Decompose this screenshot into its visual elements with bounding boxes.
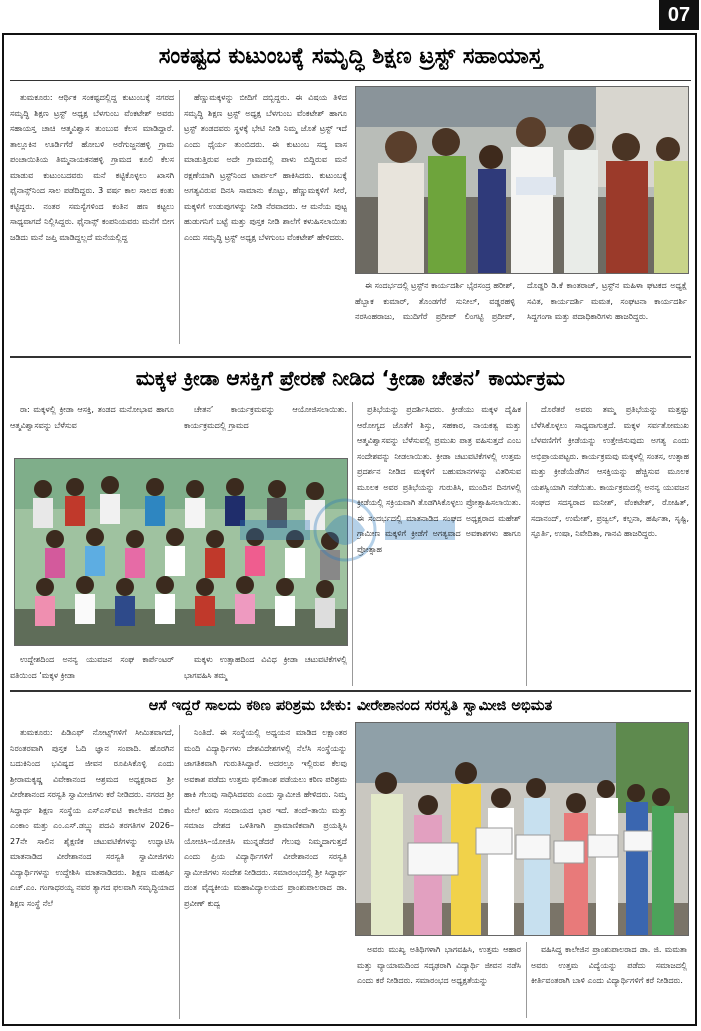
photo-image (356, 87, 688, 273)
body-text: ಚೇತನ’ ಕಾರ್ಯಕ್ರಮವನ್ನು ಆಯೋಜಿಸಲಾಯಿತು. ಕಾರ್ಯಕ್ರಮದಲ್ಲಿ ಗ್ರಾಮದ (184, 405, 347, 430)
story-2-below-photo-2 (184, 652, 347, 684)
photo-image (15, 459, 347, 645)
headline-story-3: ಆಸೆ ಇದ್ದರೆ ಸಾಲದು ಕಠಿಣ ಪರಿಶ್ರಮ ಬೇಕು: ವೀರೇಶಾನಂದ ಸರಸ್ವತಿ ಸ್ವಾಮೀಜಿ ಅಭಿಮತ (148, 698, 553, 714)
story-2-column-2 (184, 402, 347, 454)
body-text: ಹೆಣ್ಣುಮಕ್ಕಳನ್ನು ಬೀದಿಗೆ ದಬ್ಬಿದ್ದರು. ಈ ವಿಷಯ ತಿಳಿದ ಸಮೃದ್ಧಿ ಶಿಕ್ಷಣ ಟ್ರಸ್ಟ್ ಅಧ್ಯಕ್ಷ ಬೆಳಗುಂಬ ವೆಂಕಟೇಶ್ ಹಾಗೂ ಟ್ರಸ್ಟ್ ತಂಡದವರು ಸ್ಥಳಕ್ಕೆ ಭೇಟಿ ನೀಡಿ ನಿಮ್ಮ ಜೊತೆ ಟ್ರಸ್ಟ್ ಇದೆ ಎಂದು ಧೈರ್ಯ ತುಂಬಿದರು. ಈ ಕುಟುಂಬ ಸದ್ಯ ವಾಸ ಮಾಡುತ್ತಿರುವ ಅದೇ ಗ್ರಾಮದಲ್ಲಿ ಪಾಳು ಬಿದ್ದಿರುವ ಮನೆ ರಕ್ಷಣೆಯಾಗಿ ಟ್ರಸ್ಟ್‌ನಿಂದ ಟಾರ್ಪಲ್ ಹಾಕಿಸಿದರು. ಕುಟುಂಬಕ್ಕೆ ಅಗತ್ಯವಿರುವ ದಿನಸಿ ಸಾಮಾನು ಕೊಟ್ಟು, ಹೆಣ್ಣುಮಕ್ಕಳಿಗೆ ಸೀರೆ, ಮಕ್ಕಳಿಗೆ ಉಡುಪುಗಳನ್ನು ನೀಡಿ ನೆರವಾದರು. ಆ ಮನೆಯ ಪುಟ್ಟ ಹುಡುಗನಿಗೆ ಬಟ್ಟೆ ಮತ್ತು ಪುಸ್ತಕ ನೀಡಿ ಶಾಲೆಗೆ ಕಳುಹಿಸಲಾಯಿತು ಎಂದು ಸಮೃದ್ಧಿ ಟ್ರಸ್ಟ್ ಅಧ್ಯಕ್ಷ ಬೆಳಗುಂಬ ವೆಂಕಟೇಶ್ ಹೇಳಿದರು. (184, 93, 347, 242)
column-divider (352, 402, 353, 686)
column-divider (179, 90, 180, 344)
photo-caption: ಅವರು ಮುಖ್ಯ ಅತಿಥಿಗಳಾಗಿ ಭಾಗವಹಿಸಿ, ಉತ್ತಮ ಆಹಾರ ಮತ್ತು ವ್ಯಾಯಾಮದಿಂದ ಸದೃಢರಾಗಿ ವಿದ್ಯಾರ್ಥಿ ಜೀವನ ನಡೆಸಿ ಎಂದು ಕರೆ ನೀಡಿದರು. ಸಮಾರಂಭದ ಅಧ್ಯಕ್ಷತೆಯನ್ನು (357, 945, 521, 985)
column-divider (526, 402, 527, 686)
column-divider (179, 725, 180, 1019)
story-3-caption-b (531, 942, 687, 1020)
photo-children-group (14, 458, 348, 646)
story-3-column-2 (184, 725, 347, 1019)
story-2-column-3 (357, 402, 521, 686)
story-1-column-2 (184, 90, 347, 344)
story-3-caption-a (357, 942, 521, 1020)
photo-caption: ಈ ಸಂದರ್ಭದಲ್ಲಿ ಟ್ರಸ್ಟ್‌ನ ಕಾರ್ಯದರ್ಶಿ ಭೈರಸಂದ್ರ ಹರೀಶ್, ಹೆಬ್ಬಾಕ ಕುಮಾರ್, ತೊಂಡಗೆರೆ ಸುನೀಲ್, ವಡ್ಡರಹಳ್ಳಿ ನರಸಿಂಹರಾಜು, ಮುದಿಗೆರೆ ಪ್ರದೀಪ್ ಲಿಂಗಟ್ಟಿ ಪ್ರದೀಪ್, ದೊಡ್ಡರಿ ಡಿ.ಕೆ ಕಾಂತರಾಜ್, ಟ್ರಸ್ಟ್‌ನ ಮಹಿಳಾ ಘಟಕದ ಅಧ್ಯಕ್ಷೆ ಸವಿತ, ಕಾರ್ಯದರ್ಶಿ ಮಮತ, ಸಂಘಟನಾ ಕಾರ್ಯದರ್ಶಿ ಸಿದ್ದಗಂಗಾ ಮತ್ತು ಪದಾಧಿಕಾರಿಗಳು ಹಾಜರಿದ್ದರು. (355, 281, 687, 321)
column-divider (526, 942, 527, 1018)
headline-story-2: ಮಕ್ಕಳ ಕ್ರೀಡಾ ಆಸಕ್ತಿಗೆ ಪ್ರೇರಣೆ ನೀಡಿದ ‘ಕ್ರೀಡಾ ಚೇತನ’ ಕಾರ್ಯಕ್ರಮ (135, 366, 566, 390)
body-text: ತುಮಕೂರು: ಪಿಡಿಎಫ್ ನೋಟ್ಸ್‌ಗಳಿಗೆ ಸೀಮಿತವಾಗದೆ, ನಿರಂತರವಾಗಿ ಪುಸ್ತಕ ಓದಿ ಜ್ಞಾನ ಸಂಪಾದಿ. ಹೊರಗಿನ ಬದುಕಿನಿಂದ ಭವಿಷ್ಯದ ಜೀವನ ರೂಪಿಸಿಕೊಳ್ಳಿ ಎಂದು ಶ್ರೀರಾಮಕೃಷ್ಣ ವಿವೇಕಾನಂದ ಆಶ್ರಮದ ಅಧ್ಯಕ್ಷರಾದ ಶ್ರೀ ವೀರೇಶಾನಂದ ಸರಸ್ವತಿ ಸ್ವಾಮೀಜಿಗಳು ಕರೆ ನೀಡಿದರು. ನಗರದ ಶ್ರೀ ಸಿದ್ಧಾರ್ಥ ಶಿಕ್ಷಣ ಸಂಸ್ಥೆಯ ಎಸ್‌ಎಸ್‌ಐಟಿ ಕಾಲೇಜಿನ ಬಿಕಾಂ ಎಂಕಾಂ ಮತ್ತು ಎಂ.ಎಸ್.ಡಬ್ಲ್ಯು ಪದವಿ ತರಗತಿಗಳ 2026–27ನೇ ಸಾಲಿನ ಶೈಕ್ಷಣಿಕ ಚಟುವಟಿಕೆಗಳನ್ನು ಉದ್ಘಾಟಿಸಿ ಮಾತನಾಡಿದ ವೀರೇಶಾನಂದ ಸರಸ್ವತಿ ಸ್ವಾಮೀಜಿಗಳು ವಿದ್ಯಾರ್ಥಿಗಳನ್ನು ಉದ್ದೇಶಿಸಿ ಮಾತನಾಡಿದರು. ಶಿಕ್ಷಣ ಮಹರ್ಷಿ ಎಚ್.ಎಂ. ಗಂಗಾಧರಯ್ಯ ನವರ ತ್ಯಾಗದ ಫಲವಾಗಿ ಸಮೃದ್ಧಿಯಾದ ಶಿಕ್ಷಣ ಸಂಸ್ಥೆ ನೆಲೆ (10, 728, 174, 908)
headline-story-1: ಸಂಕಷ್ಟದ ಕುಟುಂಬಕ್ಕೆ ಸಮೃದ್ಧಿ ಶಿಕ್ಷಣ ಟ್ರಸ್ಟ್ ಸಹಾಯಾಸ್ತ (158, 44, 543, 69)
story-3-column-1 (10, 725, 174, 1019)
body-text: ಮಕ್ಕಳು ಉತ್ಸಾಹದಿಂದ ವಿವಿಧ ಕ್ರೀಡಾ ಚಟುವಟಿಕೆಗಳಲ್ಲಿ ಭಾಗವಹಿಸಿ ತಮ್ಮ (184, 655, 347, 680)
body-text: ನಿಂತಿದೆ. ಈ ಸಂಸ್ಥೆಯಲ್ಲಿ ಅಧ್ಯಯನ ಮಾಡಿದ ಲಕ್ಷಾಂತರ ಮಂದಿ ವಿದ್ಯಾರ್ಥಿಗಳು ದೇಶವಿದೇಶಗಳಲ್ಲಿ ನೆಲೆಸಿ ಸಂಸ್ಥೆಯನ್ನು ಜಾಗತಿಕವಾಗಿ ಗುರುತಿಸಿದ್ದಾರೆ. ಅದರಲ್ಲೂ ಇಲ್ಲಿರುವ ಕೆಲವು ಅವಕಾಶ ಪಡೆದು ಉತ್ತಮ ಫಲಿತಾಂಶ ಪಡೆಯಲು ಕಠಿಣ ಪರಿಶ್ರಮ ಹಾಕಿ ಗೆಲುವು ಸಾಧಿಸಿದವರು ಎಂದು ಸ್ವಾಮೀಜಿ ಹೇಳಿದರು. ನಿಮ್ಮ ಮೇಲೆ ಋಣ ಸಂದಾಯದ ಭಾರ ಇದೆ. ತಂದೆ–ತಾಯಿ ಮತ್ತು ಸಮಾಜ ದೇಶದ ಒಳಿತಿಗಾಗಿ ಪ್ರಾಮಾಣಿಕವಾಗಿ ಪ್ರಯತ್ನಿಸಿ ಯೋಚಿಸಿ–ಯೋಜಿಸಿ ಮುನ್ನಡೆದರೆ ಗೆಲುವು ನಿಮ್ಮದಾಗುತ್ತದೆ ಎಂದು ಪ್ರಿಯ ವಿದ್ಯಾರ್ಥಿಗಳಿಗೆ ವೀರೇಶಾನಂದ ಸರಸ್ವತಿ ಸ್ವಾಮೀಜಿಗಳು ಸಂದೇಶ ನೀಡಿದರು. ಸಮಾರಂಭದಲ್ಲಿ ಶ್ರೀ ಸಿದ್ಧಾರ್ಥ ದಂತ ವೈದ್ಯಕೀಯ ಮಹಾವಿದ್ಯಾಲಯದ ಪ್ರಾಂಶುಪಾಲರಾದ ಡಾ. ಪ್ರವೀಣ್ ಕುದ್ವ (184, 728, 347, 908)
story-2-column-1 (10, 402, 174, 454)
photo-caption: ವಹಿಸಿದ್ದ ಕಾಲೇಜಿನ ಪ್ರಾಂಶುಪಾಲರಾದ ಡಾ. ಜಿ. ಮಮತಾ ಅವರು ಉತ್ತಮ ವಿದ್ಯೆಯನ್ನು ಪಡೆದು ಸಮಾಜದಲ್ಲಿ ಕೀರ್ತಿವಂತರಾಗಿ ಬಾಳಿ ಎಂದು ವಿದ್ಯಾರ್ಥಿಗಳಿಗೆ ಕರೆ ನೀಡಿದರು. (531, 945, 687, 985)
story-2-column-4 (531, 402, 689, 686)
divider (10, 356, 691, 358)
body-text: ಉದ್ದೇಶದಿಂದ ಅನನ್ಯ ಯುವಜನ ಸಂಘ ಕಾರ್ಪೆಂಟರ್ ವತಿಯಿಂದ ‘ಮಕ್ಕಳ ಕ್ರೀಡಾ (10, 655, 174, 680)
story-1-caption (355, 278, 687, 348)
divider (10, 690, 691, 692)
page-number: 07 (659, 0, 699, 30)
story-1-column-1 (10, 90, 174, 344)
divider (10, 80, 691, 81)
body-text: ದೊರೆತರೆ ಅವರು ತಮ್ಮ ಪ್ರತಿಭೆಯನ್ನು ಮತ್ತಷ್ಟು ಬೆಳೆಸಿಕೊಳ್ಳಲು ಸಾಧ್ಯವಾಗುತ್ತದೆ. ಮಕ್ಕಳ ಸರ್ವತೋಮುಖ ಬೆಳವಣಿಗೆಗೆ ಕ್ರೀಡೆಯನ್ನು ಉತ್ತೇಜಿಸುವುದು ಅಗತ್ಯ ಎಂದು ಅಭಿಪ್ರಾಯಪಟ್ಟರು. ಕಾರ್ಯಕ್ರಮವು ಮಕ್ಕಳಲ್ಲಿ ಸಂತಸ, ಉತ್ಸಾಹ ಮತ್ತು ಕ್ರೀಡೆಯೆಡೆಗಿನ ಆಸಕ್ತಿಯನ್ನು ಹೆಚ್ಚಿಸುವ ಮೂಲಕ ಯಶಸ್ವಿಯಾಗಿ ನಡೆಯಿತು. ಕಾರ್ಯಕ್ರಮದಲ್ಲಿ ಅನನ್ಯ ಯುವಜನ ಸಂಘದ ಸದಸ್ಯರಾದ ಮನೀಶ್, ವೆಂಕಟೇಶ್, ರೋಹಿತ್, ಸದಾನಂದ್, ಉಮೇಶ್, ಪ್ರಜ್ವಲ್, ಕಲ್ಪನಾ, ಹರ್ಷಿತಾ, ಸೃಷ್ಟಿ, ಸ್ಫೂರ್ತಿ, ಉಷಾ, ನಿವೇದಿತಾ, ಗಾನವಿ ಹಾಜರಿದ್ದರು. (531, 405, 689, 538)
body-text: ಪ್ರತಿಭೆಯನ್ನು ಪ್ರದರ್ಶಿಸಿದರು. ಕ್ರೀಡೆಯು ಮಕ್ಕಳ ದೈಹಿಕ ಆರೋಗ್ಯದ ಜೊತೆಗೆ ಶಿಸ್ತು, ಸಹಕಾರ, ನಾಯಕತ್ವ ಮತ್ತು ಆತ್ಮವಿಶ್ವಾಸವನ್ನು ಬೆಳೆಸುವಲ್ಲಿ ಪ್ರಮುಖ ಪಾತ್ರ ವಹಿಸುತ್ತದೆ ಎಂಬ ಸಂದೇಶವನ್ನು ನೀಡಲಾಯಿತು. ಕ್ರೀಡಾ ಚಟುವಟಿಕೆಗಳಲ್ಲಿ ಉತ್ತಮ ಪ್ರದರ್ಶನ ನೀಡಿದ ಮಕ್ಕಳಿಗೆ ಬಹುಮಾನಗಳನ್ನು ವಿತರಿಸುವ ಮೂಲಕ ಅವರ ಪ್ರತಿಭೆಯನ್ನು ಗುರುತಿಸಿ, ಮುಂದಿನ ದಿನಗಳಲ್ಲಿ ಕ್ರೀಡೆಯಲ್ಲಿ ಸಕ್ರಿಯವಾಗಿ ತೊಡಗಿಸಿಕೊಳ್ಳಲು ಪ್ರೋತ್ಸಾಹಿಸಲಾಯಿತು. ಈ ಸಂದರ್ಭದಲ್ಲಿ ಮಾತನಾಡಿದ ಸಂಘದ ಅಧ್ಯಕ್ಷರಾದ ಮಹೇಶ್ ಗ್ರಾಮೀಣ ಮಕ್ಕಳಿಗೆ ಕ್ರೀಡೆಗೆ ಅಗತ್ಯವಾದ ಅವಕಾಶಗಳು ಹಾಗೂ ಪ್ರೋತ್ಸಾಹ (357, 405, 521, 554)
story-2-below-photo-1 (10, 652, 174, 684)
photo-trust-help-family (355, 86, 689, 274)
photo-image (356, 723, 688, 935)
body-text: ತುಮಕೂರು: ಆರ್ಥಿಕ ಸಂಕಷ್ಟದಲ್ಲಿದ್ದ ಕುಟುಂಬಕ್ಕೆ ನಗರದ ಸಮೃದ್ಧಿ ಶಿಕ್ಷಣ ಟ್ರಸ್ಟ್ ಅಧ್ಯಕ್ಷ ಬೆಳಗುಂಬ ವೆಂಕಟೇಶ್ ಅವರು ಸಹಾಯಸ್ತ ಚಾಚಿ ಆತ್ಮವಿಶ್ವಾಸ ತುಂಬುವ ಕೆಲಸ ಮಾಡಿದ್ದಾರೆ. ತಾಲ್ಲೂಕಿನ ಊರ್ಡಿಗೆರೆ ಹೋಬಳಿ ಅರೆಗುಜ್ಜನಹಳ್ಳಿ ಗ್ರಾಮ ಪಂಚಾಯಿತಿಯ ತಿಮ್ಮನಾಯಕನಹಳ್ಳಿ ಗ್ರಾಮದ ಕೂಲಿ ಕೆಲಸ ಮಾಡುವ ಕುಟುಂಬದವರು ಮನೆ ಕಟ್ಟಿಕೊಳ್ಳಲು ಖಾಸಗಿ ಫೈನಾನ್ಸ್‌ನಿಂದ ಸಾಲ ಪಡೆದಿದ್ದರು. 3 ವರ್ಷ ಕಾಲ ಸಾಲದ ಕಂತು ಕಟ್ಟಿದ್ದರು. ನಂತರ ಸಮಸ್ಯೆಗಳಿಂದ ಕಂತಿನ ಹಣ ಕಟ್ಟಲು ಸಾಧ್ಯವಾಗದೆ ನಿಲ್ಲಿಸಿದ್ದರು. ಫೈನಾನ್ಸ್ ಕಂಪನಿಯವರು ಮನೆಗೆ ಬೀಗ ಜಡಿದು ಮನೆ ಜಪ್ತಿ ಮಾಡಿದ್ದಲ್ಲದೆ ಮನೆಯಲ್ಲಿದ್ದ (10, 93, 174, 242)
photo-students-certificates (355, 722, 689, 936)
body-text: ರಾ: ಮಕ್ಕಳಲ್ಲಿ ಕ್ರೀಡಾ ಆಸಕ್ತಿ, ತಂಡದ ಮನೋಭಾವ ಹಾಗೂ ಆತ್ಮವಿಶ್ವಾಸವನ್ನು ಬೆಳೆಸುವ (10, 405, 174, 430)
